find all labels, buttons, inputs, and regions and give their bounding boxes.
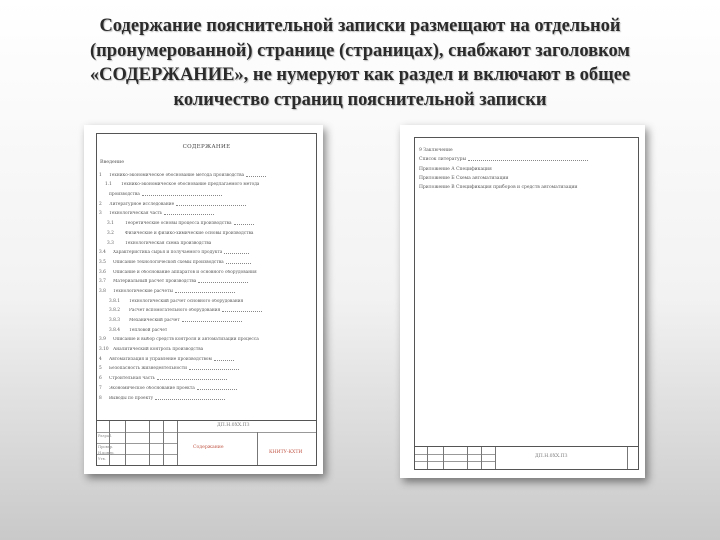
- title-block: [96, 420, 317, 466]
- heading-line: (пронумерованной) странице (страницах), снабжают заголовком: [89, 40, 631, 61]
- document-code: ДП.Н.0ХХ.ПЗ: [535, 454, 568, 459]
- toc-entry: Приложение А Спецификация: [419, 166, 492, 172]
- role-label: Разраб.: [98, 434, 113, 438]
- toc-entry: 9 Заключение: [419, 148, 453, 154]
- toc-entry: 7 Экономическое обоснование проекта: [99, 381, 312, 391]
- toc-entry: 8 Выводы по проекту: [99, 391, 312, 401]
- toc-entry: 3.8.3 Механический расчет: [99, 313, 312, 323]
- contents-title: СОДЕРЖАНИЕ: [182, 144, 231, 150]
- toc-entry: 6 Строительная часть: [99, 371, 312, 381]
- toc-entry: 4 Автоматизация и управление производством: [99, 352, 312, 362]
- toc-entry: 3.8 Технологические расчеты: [99, 284, 312, 294]
- toc-entry: 3.3 Технологическая схема производства: [107, 240, 212, 246]
- organization: КНИТУ-КХТИ: [269, 450, 303, 455]
- toc-entry: 3.2 Физические и физико-химические основы производства: [107, 230, 254, 236]
- document-code: ДП.Н.0ХХ.ПЗ: [217, 423, 250, 428]
- block-title: Содержание: [193, 445, 224, 450]
- toc-entry: 3.5 Описание технологической схемы производства: [99, 255, 312, 265]
- toc-list: [99, 168, 312, 401]
- heading-line: «СОДЕРЖАНИЕ», не нумеруют как раздел и включают в общее: [89, 65, 631, 85]
- toc-entry: Приложение Б Схема автоматизации: [419, 175, 509, 181]
- toc-continued-list: [419, 144, 634, 190]
- toc-entry: 1 Технико-экономическое обоснование метода производства: [99, 168, 312, 178]
- toc-entry: 3.8.1 Технологический расчет основного оборудования: [109, 298, 244, 304]
- heading-line: количество страниц пояснительной записки: [173, 89, 547, 110]
- toc-entry: Приложение В Спецификация приборов и средств автоматизации: [419, 184, 578, 190]
- toc-entry: Список литературы: [419, 153, 634, 162]
- toc-intro: Введение: [100, 160, 125, 165]
- toc-entry: 3.7 Материальный расчет производства: [99, 275, 312, 285]
- toc-entry: 3.1 Теоретические основы процесса производства: [99, 216, 312, 226]
- toc-entry: производства: [99, 187, 312, 197]
- toc-entry: 5 Безопасность жизнедеятельности: [99, 362, 312, 372]
- title-block: [414, 446, 639, 470]
- page-frame: [96, 133, 317, 466]
- toc-entry: 3.6 Описание и обоснование аппаратов и основного оборудования: [99, 269, 257, 275]
- contents-page-left: [84, 125, 323, 474]
- heading-line: Содержание пояснительной записки размещают на отдельной: [99, 16, 621, 36]
- slide-heading: [40, 14, 680, 112]
- role-label: Утв.: [98, 457, 106, 461]
- toc-entry: 2 Литературное исследование: [99, 197, 312, 207]
- role-label: Н.контр.: [98, 451, 115, 455]
- toc-entry: 3.9 Описание и выбор средств контроля и автоматизации процесса: [99, 337, 259, 343]
- page-frame: [414, 137, 639, 470]
- contents-page-right: [400, 125, 645, 478]
- role-label: Провер.: [98, 445, 114, 449]
- toc-entry: 1.1 Технико-экономическое обоснование предлагаемого метода: [105, 182, 260, 188]
- toc-entry: 3.10 Аналитический контроль производства: [99, 347, 204, 353]
- toc-entry: 3.8.2 Расчет вспомогательного оборудования: [99, 304, 312, 314]
- toc-entry: 3.4 Характеристика сырья и получаемого продукта: [99, 246, 312, 256]
- toc-entry: 3.8.4 Тепловой расчет: [109, 327, 168, 333]
- toc-entry: 3 Технологическая часть: [99, 207, 312, 217]
